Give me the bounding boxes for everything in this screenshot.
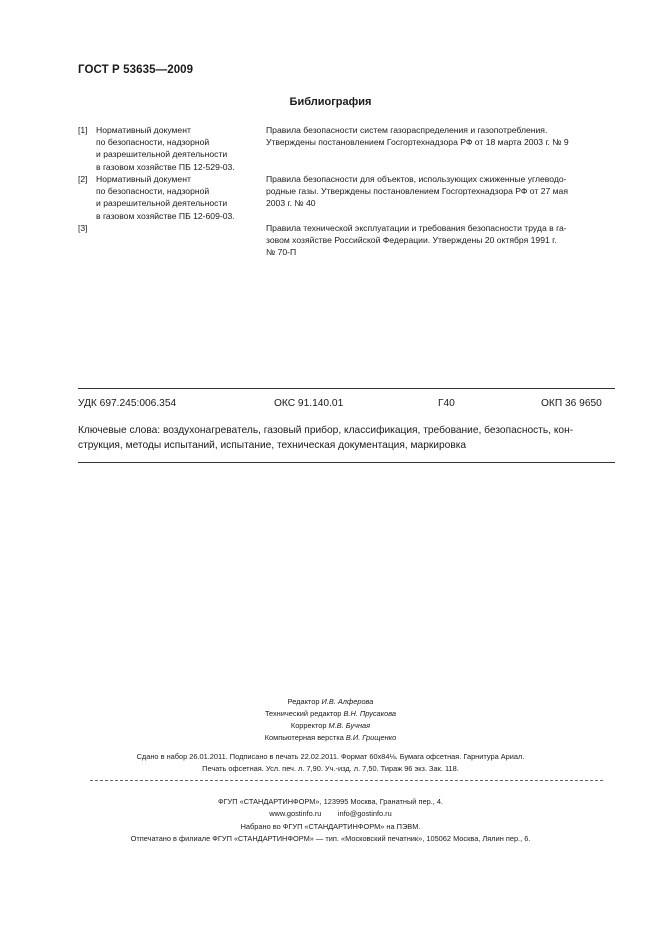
bib-entry-2-source [96, 173, 266, 222]
imprint [0, 751, 661, 776]
publisher-website[interactable]: www.gostinfo.ru [269, 809, 322, 819]
credit-line [0, 696, 661, 708]
bib-entry-1-number: [1] [78, 125, 88, 135]
publisher-line: ФГУП «СТАНДАРТИНФОРМ», 123995 Москва, Гранатный пер., 4. [217, 797, 444, 806]
keywords-line: струкция, методы испытаний, испытание, техническая документация, маркировка [78, 439, 467, 451]
bottom-rule [78, 462, 615, 463]
bib-entry-2-title-line: Правила безопасности для объектов, использующих сжиженные углеводо- [266, 174, 567, 184]
bib-entry-2-source-line: по безопасности, надзорной [96, 186, 210, 197]
bib-entry-1-title-line: Утверждены постановлением Госгортехнадзора РФ от 18 марта 2003 г. № 9 [266, 137, 569, 148]
bib-entry-2-title-line: родные газы. Утверждены постановлением Госгортехнадзора РФ от 27 мая [266, 186, 568, 197]
dashed-rule [90, 780, 603, 781]
bib-entry-1-title [266, 124, 616, 148]
publisher-contacts [0, 808, 661, 820]
credit-role: Редактор [287, 697, 320, 706]
oks-code: ОКС 91.140.01 [274, 398, 344, 409]
bib-entry-3-title-line: Правила технической эксплуатации и требования безопасности труда в га- [266, 223, 567, 233]
bib-entry-1-source-line: Нормативный документ [96, 125, 191, 135]
bib-entry-2-source-line: в газовом хозяйстве ПБ 12-609-03. [96, 210, 235, 221]
bib-entry-1-title-line: Правила безопасности систем газораспределения и газопотребления. [266, 125, 548, 135]
bib-entry-2-source-line: и разрешительной деятельности [96, 198, 228, 209]
bib-entry-2-number: [2] [78, 174, 88, 184]
keywords-line: Ключевые слова: воздухонагреватель, газовый прибор, классификация, требование, безопасность, кон- [78, 425, 574, 436]
bib-entry-3-title [266, 222, 616, 259]
credit-person: И.В. Алферова [321, 697, 374, 706]
okp-code: ОКП 36 9650 [541, 398, 602, 409]
credits [0, 696, 661, 744]
bib-entry-2-title [266, 173, 616, 210]
credit-role: Компьютерная верстка [264, 733, 344, 742]
bib-entry-1-source-line: и разрешительной деятельности [96, 149, 228, 160]
publisher-line: Набрано во ФГУП «СТАНДАРТИНФОРМ» на ПЭВМ. [240, 821, 421, 831]
bib-entry-3-title-line: зовом хозяйстве Российской Федерации. Утверждены 20 октября 1991 г. [266, 235, 557, 246]
bib-entry-2-source-line: Нормативный документ [96, 174, 191, 184]
keywords [78, 424, 615, 453]
bibliography-title: Библиография [289, 96, 372, 108]
credit-line [0, 732, 661, 744]
bib-entry-2-title-line: 2003 г. № 40 [266, 198, 316, 209]
bib-entry-1-source-line: в газовом хозяйстве ПБ 12-529-03. [96, 161, 235, 172]
credit-person: М.В. Бучная [328, 721, 371, 730]
imprint-line: Сдано в набор 26.01.2011. Подписано в печать 22.02.2011. Формат 60x84⅛. Бумага офсетная. Гарнитура Ариал. [136, 752, 525, 761]
bib-entry-3-number: [3] [78, 223, 88, 233]
publisher-info [0, 796, 661, 845]
imprint-line: Печать офсетная. Усл. печ. л. 7,90. Уч.-изд. л. 7,50. Тираж 96 экз. Зак. 118. [202, 764, 459, 774]
document-id: ГОСТ Р 53635—2009 [78, 64, 194, 76]
credit-person: В.И. Грищенко [345, 733, 397, 742]
credit-role: Корректор [290, 721, 327, 730]
publisher-email[interactable]: info@gostinfo.ru [337, 809, 392, 819]
credit-role: Технический редактор [264, 709, 342, 718]
group-code: Г40 [438, 398, 455, 409]
bib-entry-3-title-line: № 70-П [266, 247, 297, 258]
udk-code: УДК 697.245:006.354 [78, 398, 177, 409]
top-rule [78, 388, 615, 389]
credit-person: В.Н. Прусакова [343, 709, 397, 718]
credit-line [0, 708, 661, 720]
bib-entry-1-source-line: по безопасности, надзорной [96, 137, 210, 148]
credit-line [0, 720, 661, 732]
bib-entry-1-source [96, 124, 266, 173]
publisher-line: Отпечатано в филиале ФГУП «СТАНДАРТИНФОРМ» — тип. «Московский печатник», 105062 Москва, Лялин пер., 6. [130, 833, 531, 843]
